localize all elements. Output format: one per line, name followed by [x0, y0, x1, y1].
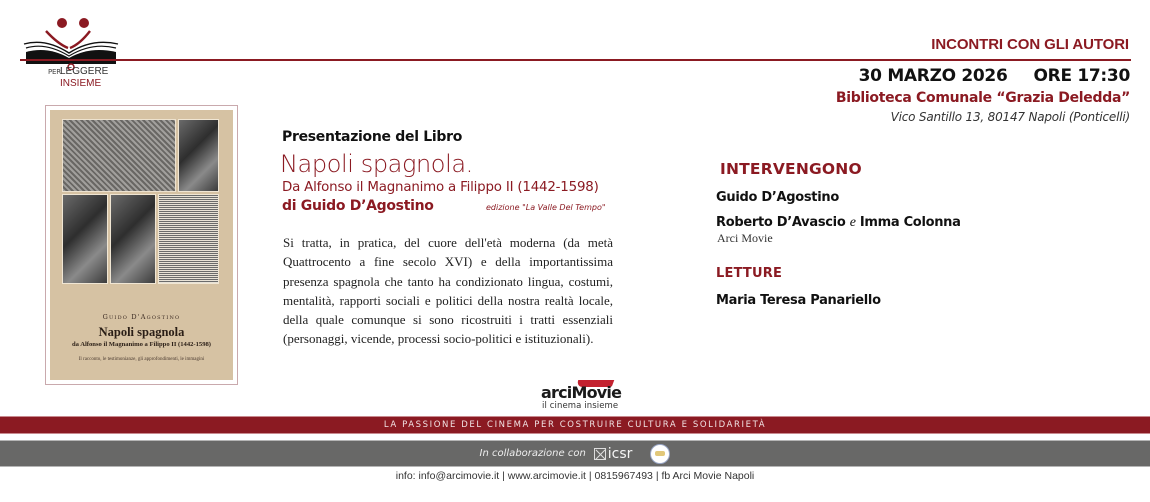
book-author: di Guido D’Agostino: [282, 198, 434, 214]
icsr-logo: [594, 446, 633, 462]
partner-seal-icon: [650, 444, 670, 464]
cover-image-king-engraving: [158, 194, 219, 284]
book-subtitle: Da Alfonso il Magnanimo a Filippo II (1442-1598): [282, 180, 599, 195]
logo-text-per: PER: [48, 68, 61, 76]
presentation-label: Presentazione del Libro: [282, 129, 463, 145]
icsr-name: icsr: [607, 445, 633, 462]
speaker-affiliation: Arci Movie: [717, 231, 773, 245]
arcimovie-tagline: il cinema insieme: [542, 401, 619, 411]
venue-address: Vico Santillo 13, 80147 Napoli (Ponticelli): [890, 110, 1130, 124]
motto-text: LA PASSIONE DEL CINEMA PER COSTRUIRE CULTURA E SOLIDARIETÀ: [383, 420, 767, 430]
speaker-pair: [716, 215, 961, 231]
cover-subtitle: da Alfonso il Magnanimo a Filippo II (1442-1598): [71, 341, 212, 348]
venue-name: Biblioteca Comunale “Grazia Deledda”: [835, 90, 1130, 106]
series-title: INCONTRI CON GLI AUTORI: [931, 36, 1129, 53]
icsr-mark-icon: [594, 448, 606, 460]
header-divider: [20, 59, 1131, 61]
contact-info: info: info@arcimovie.it | www.arcimovie.it | 0815967493 | fb Arci Movie Napoli: [395, 470, 755, 482]
speaker-name: Guido D’Agostino: [716, 190, 839, 205]
book-cover: [45, 105, 238, 385]
collaboration-label: In collaborazione con: [479, 448, 586, 459]
cover-author: Guido D'Agostino: [102, 313, 181, 321]
cover-image-portrait-1: [178, 119, 219, 192]
cover-image-city-map: [62, 119, 176, 192]
collaboration-band: [0, 440, 1150, 467]
logo-text-insieme: INSIEME: [60, 78, 102, 89]
reader-name: Maria Teresa Panariello: [716, 293, 881, 308]
logo-text-leggere: LEGGERE: [60, 66, 109, 77]
cover-image-portrait-2: [62, 194, 108, 284]
cover-tagline: Il racconto, le testimonianze, gli approfondimenti, le immagini: [78, 357, 205, 362]
event-date: 30 MARZO 2026: [858, 66, 1008, 86]
event-time: ORE 17:30: [1033, 66, 1130, 86]
open-book-icon: [18, 10, 133, 70]
readings-heading: LETTURE: [716, 266, 783, 281]
book-edition: edizione "La Valle Del Tempo": [486, 203, 606, 212]
cover-image-portrait-3: [110, 194, 156, 284]
speaker-name: Imma Colonna: [859, 215, 961, 230]
event-datetime: [859, 66, 1130, 86]
cover-title: Napoli spagnola: [98, 325, 185, 339]
speaker-conjunction: e: [849, 215, 856, 230]
book-title: Napoli spagnola.: [280, 150, 473, 178]
motto-band: [0, 416, 1150, 434]
speakers-heading: INTERVENGONO: [720, 160, 862, 178]
speaker-name: Roberto D’Avascio: [716, 215, 846, 230]
arcimovie-name: arciMovie: [541, 383, 622, 402]
book-blurb: Si tratta, in pratica, del cuore dell'età moderna (da metà Quattrocento a fine secolo XVI) e della importantissima presenza spagnola che tanto ha condizionato lingua, costumi, mentalità, rapporti sociali e politici della nostra realtà locale, della quale comunque si sono ricostruiti i tratti essenziali (personaggi, vicende, processi socio-politici e istituzionali).: [283, 235, 613, 347]
